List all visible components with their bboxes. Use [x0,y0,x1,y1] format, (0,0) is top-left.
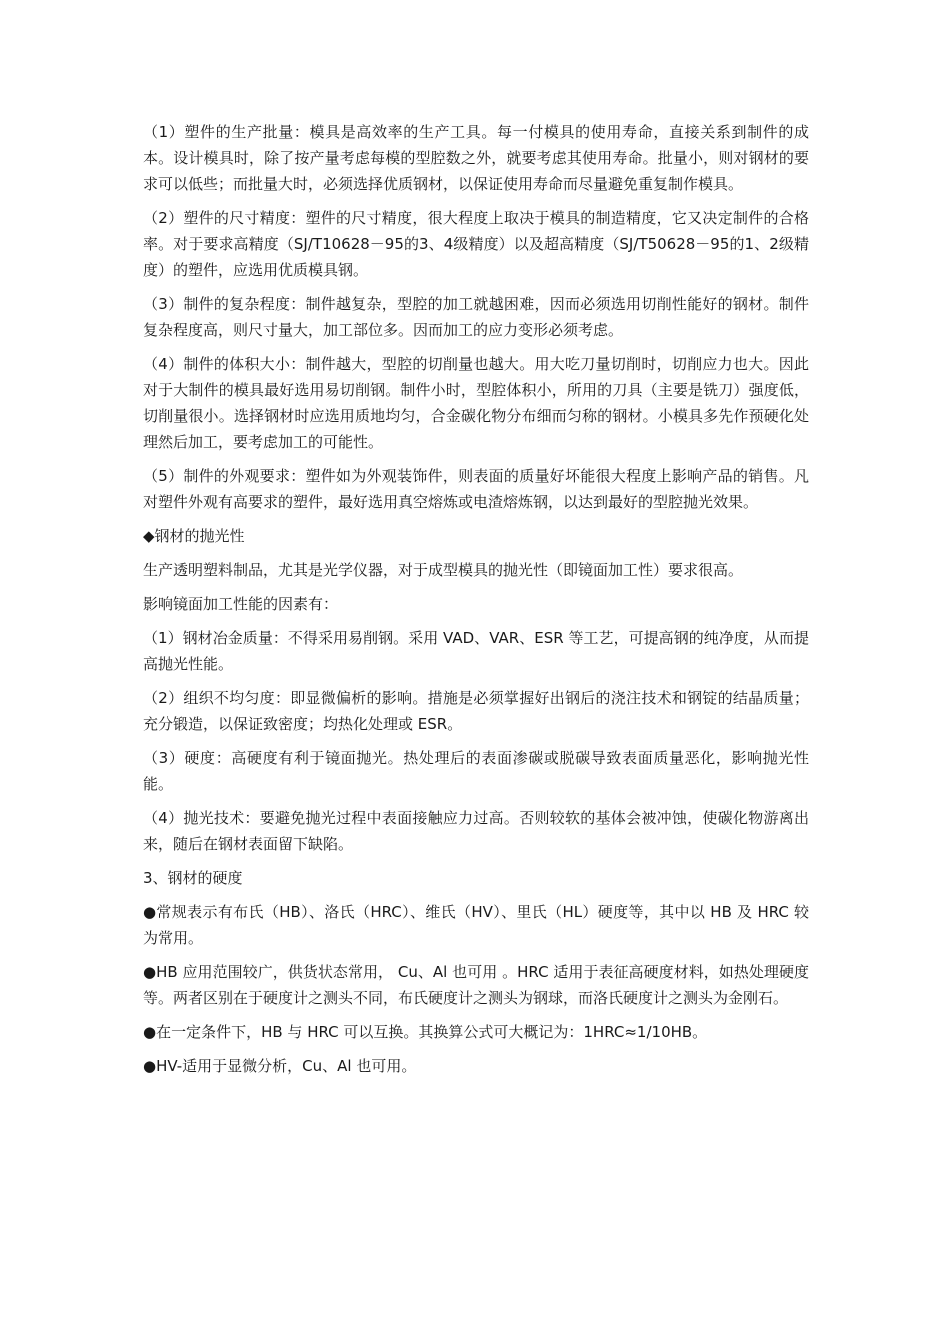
section-heading-hardness: 3、钢材的硬度 [143,869,243,887]
paragraph-production-batch: （1）塑件的生产批量：模具是高效率的生产工具。每一付模具的使用寿命，直接关系到制件的成本。设计模具时，除了按产量考虑每模的型腔数之外，就要考虑其使用寿命。批量小，则对钢材的要求可以低些；而批量大时，必须选择优质钢材，以保证使用寿命而尽量避免重复制作模具。 [143,123,809,193]
bullet-hb-hrc-conversion: ●在一定条件下，HB 与 HRC 可以互换。其换算公式可大概记为：1HRC≈1/10HB。 [143,1023,708,1041]
paragraph-structure-uniformity: （2）组织不均匀度：即显微偏析的影响。措施是必须掌握好出钢后的浇注技术和钢锭的结晶质量；充分锻造，以保证致密度；均热化处理或 ESR。 [143,689,809,733]
section-heading-polishability: ◆钢材的抛光性 [143,527,245,545]
paragraph-complexity: （3）制件的复杂程度：制件越复杂，型腔的加工就越困难，因而必须选用切削性能好的钢材。制件复杂程度高，则尺寸量大，加工部位多。因而加工的应力变形必须考虑。 [143,295,809,339]
paragraph-influencing-factors: 影响镜面加工性能的因素有： [143,595,339,613]
bullet-hb-hrc-usage: ●HB 应用范围较广，供货状态常用， Cu、Al 也可用 。HRC 适用于表征高硬度材料，如热处理硬度等。两者区别在于硬度计之测头不同，布氏硬度计之测头为钢球，而洛氏硬度计之测头为金刚石。 [143,963,809,1007]
paragraph-transparent-products: 生产透明塑料制品，尤其是光学仪器，对于成型模具的抛光性（即镜面加工性）要求很高。 [143,561,744,579]
paragraph-polishing-technique: （4）抛光技术：要避免抛光过程中表面接触应力过高。否则较软的基体会被冲蚀，使碳化物游离出来，随后在钢材表面留下缺陷。 [143,809,809,853]
paragraph-dimensional-accuracy: （2）塑件的尺寸精度：塑件的尺寸精度，很大程度上取决于模具的制造精度，它又决定制件的合格率。对于要求高精度（SJ/T10628－95的3、4级精度）以及超高精度（SJ/T50628－95的1、2级精度）的塑件，应选用优质模具钢。 [143,209,809,279]
document-body [143,119,809,1087]
bullet-hv-usage: ●HV-适用于显微分析，Cu、Al 也可用。 [143,1057,417,1075]
paragraph-appearance: （5）制件的外观要求：塑件如为外观装饰件，则表面的质量好坏能很大程度上影响产品的销售。凡对塑件外观有高要求的塑件，最好选用真空熔炼或电渣熔炼钢，以达到最好的型腔抛光效果。 [143,467,809,511]
paragraph-part-size: （4）制件的体积大小：制件越大，型腔的切削量也越大。用大吃刀量切削时，切削应力也大。因此对于大制件的模具最好选用易切削钢。制件小时，型腔体积小，所用的刀具（主要是铣刀）强度低，切削量很小。选择钢材时应选用质地均匀，合金碳化物分布细而匀称的钢材。小模具多先作预硬化处理然后加工，要考虑加工的可能性。 [143,355,809,451]
bullet-hardness-types: ●常规表示有布氏（HB）、洛氏（HRC）、维氏（HV）、里氏（HL）硬度等，其中以 HB 及 HRC 较为常用。 [143,903,809,947]
paragraph-metallurgical-quality: （1）钢材冶金质量：不得采用易削钢。采用 VAD、VAR、ESR 等工艺，可提高钢的纯净度，从而提高抛光性能。 [143,629,809,673]
paragraph-hardness-polish: （3）硬度：高硬度有利于镜面抛光。热处理后的表面渗碳或脱碳导致表面质量恶化，影响抛光性能。 [143,749,809,793]
